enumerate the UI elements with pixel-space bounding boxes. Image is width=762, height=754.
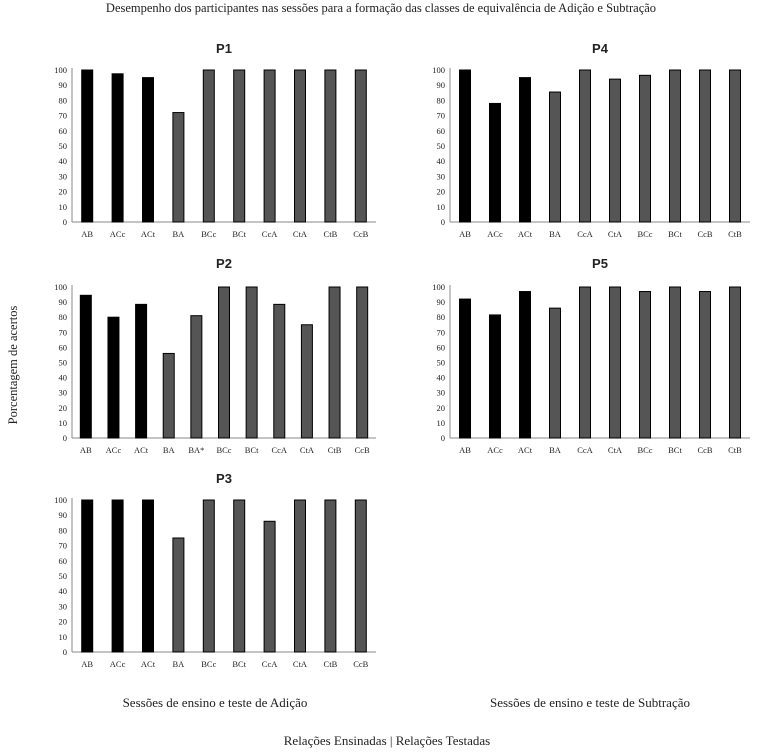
bar-bcc (203, 70, 214, 222)
bar-cca (264, 70, 275, 222)
x-tick-label: AB (79, 445, 92, 455)
bar-act (520, 78, 531, 222)
x-tick-label: AB (81, 229, 94, 239)
bar-acc (112, 500, 123, 652)
x-tick-label: ACc (105, 445, 122, 455)
x-tick-label: BCc (637, 229, 653, 239)
bar-ab (80, 295, 91, 438)
x-tick-label: AB (459, 229, 471, 239)
bar-ctb (730, 70, 741, 222)
y-tick-label: 10 (58, 201, 67, 212)
y-tick-label: 60 (436, 342, 445, 353)
x-tick-label: CtA (607, 445, 623, 455)
x-tick-label: CtB (323, 659, 338, 669)
y-tick-label: 50 (58, 141, 67, 151)
x-tick-label: CtB (728, 445, 742, 455)
bar-acc (112, 74, 123, 222)
x-tick-label: CcA (577, 445, 593, 455)
bar-ctb (329, 287, 340, 438)
panel-p2 (54, 256, 376, 455)
bar-ccb (357, 287, 368, 438)
y-tick-label: 30 (58, 171, 67, 182)
bar-ccb (355, 70, 366, 222)
bar-ba (550, 92, 561, 222)
y-tick-label: 40 (436, 372, 445, 383)
y-tick-label: 80 (58, 95, 67, 106)
bar-cta (610, 287, 621, 438)
bar-cca (274, 304, 285, 438)
bar-act (143, 78, 154, 222)
y-tick-label: 20 (58, 402, 67, 413)
x-tick-label: BA (172, 229, 185, 239)
y-tick-label: 80 (58, 525, 67, 536)
bar-acc (108, 317, 119, 438)
y-tick-label: 40 (58, 156, 67, 167)
bar-ba-star (191, 316, 202, 438)
x-tick-label: CcB (354, 445, 370, 455)
panel-title: P3 (216, 471, 232, 486)
y-tick-label: 40 (436, 156, 445, 167)
y-tick-label: 30 (58, 387, 67, 398)
x-tick-label: CcB (353, 659, 369, 669)
x-tick-label: BCc (637, 445, 653, 455)
x-tick-label: CtA (607, 229, 623, 239)
y-tick-label: 70 (58, 540, 67, 551)
x-tick-label: CcB (697, 445, 713, 455)
bar-cca (580, 287, 591, 438)
y-tick-label: 20 (58, 186, 67, 197)
bar-ccb (355, 500, 366, 652)
y-tick-label: 90 (58, 510, 67, 521)
y-tick-label: 60 (436, 125, 445, 136)
x-tick-label: ACc (487, 445, 503, 455)
bar-ab (82, 500, 93, 652)
y-tick-label: 20 (436, 402, 445, 413)
section-label-addition: Sessões de ensino e teste de Adição (122, 695, 308, 710)
bar-act (143, 500, 154, 652)
bar-bcc (640, 292, 651, 438)
y-tick-label: 10 (58, 631, 67, 642)
x-tick-label: CtA (292, 229, 308, 239)
y-tick-label: 0 (62, 647, 67, 657)
y-tick-label: 30 (58, 601, 67, 612)
y-tick-label: 0 (62, 217, 67, 227)
y-tick-label: 20 (58, 616, 67, 627)
y-tick-label: 30 (436, 171, 445, 182)
y-tick-label: 50 (436, 141, 445, 151)
y-tick-label: 100 (54, 65, 67, 75)
y-tick-label: 40 (58, 586, 67, 597)
bar-acc (490, 315, 501, 438)
y-tick-label: 50 (58, 571, 67, 581)
y-tick-label: 100 (432, 282, 445, 292)
y-tick-label: 100 (54, 495, 67, 505)
y-tick-label: 80 (436, 312, 445, 323)
bar-bct (246, 287, 257, 438)
bar-cca (580, 70, 591, 222)
y-tick-label: 90 (436, 297, 445, 308)
bar-cta (301, 325, 312, 438)
x-tick-label: BA (162, 445, 175, 455)
bar-ba (173, 113, 184, 222)
bar-ctb (325, 500, 336, 652)
bar-ccb (700, 70, 711, 222)
y-tick-label: 100 (54, 282, 67, 292)
x-tick-label: CcB (697, 229, 713, 239)
y-tick-label: 90 (436, 80, 445, 91)
y-axis-label: Porcentagem de acertos (6, 305, 20, 425)
panel-title: P4 (592, 41, 608, 56)
x-tick-label: ACc (109, 659, 126, 669)
x-tick-label: ACc (109, 229, 126, 239)
x-tick-label: CtB (327, 445, 342, 455)
x-tick-label: BCc (201, 659, 217, 669)
x-tick-label: AB (81, 659, 94, 669)
bar-cca (264, 521, 275, 652)
x-axis-label: Relações Ensinadas | Relações Testadas (283, 733, 491, 748)
x-tick-label: BCt (668, 445, 682, 455)
x-tick-label: BCt (244, 445, 259, 455)
y-tick-label: 100 (432, 65, 445, 75)
y-tick-label: 70 (58, 327, 67, 338)
y-tick-label: 50 (436, 357, 445, 368)
x-tick-label: CcA (261, 659, 278, 669)
bar-act (520, 292, 531, 438)
y-tick-label: 60 (58, 125, 67, 136)
x-tick-label: CcA (577, 229, 593, 239)
x-tick-label: CcA (261, 229, 278, 239)
y-tick-label: 80 (58, 312, 67, 323)
panel-title: P2 (216, 256, 232, 271)
y-tick-label: 30 (436, 387, 445, 398)
y-tick-label: 60 (58, 342, 67, 353)
y-tick-label: 50 (58, 357, 67, 368)
bar-bct (234, 70, 245, 222)
bar-ba (163, 353, 174, 438)
x-tick-label: BCt (668, 229, 682, 239)
y-tick-label: 10 (58, 417, 67, 428)
x-tick-label: ACt (517, 445, 533, 455)
x-tick-label: ACc (487, 229, 503, 239)
figure-title: Desempenho dos participantes nas sessões para a formação das classes de equivalência de Adição e Subtração (105, 1, 657, 15)
x-tick-label: CtA (299, 445, 314, 455)
bar-ab (460, 299, 471, 438)
x-tick-label: AB (459, 445, 471, 455)
y-tick-label: 40 (58, 372, 67, 383)
x-tick-label: BA (549, 445, 561, 455)
bar-acc (490, 103, 501, 222)
x-tick-label: BCc (216, 445, 232, 455)
bar-bct (670, 70, 681, 222)
panel-title: P5 (592, 256, 608, 271)
bar-bcc (203, 500, 214, 652)
y-tick-label: 90 (58, 297, 67, 308)
bar-ba (550, 308, 561, 438)
y-tick-label: 70 (58, 110, 67, 121)
bar-ab (82, 70, 93, 222)
panel-title: P1 (216, 41, 232, 56)
bar-cta (610, 79, 621, 222)
bar-bcc (640, 75, 651, 222)
y-tick-label: 10 (436, 201, 445, 212)
y-tick-label: 0 (440, 433, 445, 443)
x-tick-label: BA (172, 659, 185, 669)
y-tick-label: 20 (436, 186, 445, 197)
bar-bct (670, 287, 681, 438)
x-tick-label: ACt (140, 229, 156, 239)
x-tick-label: ACt (517, 229, 533, 239)
y-tick-label: 90 (58, 80, 67, 91)
y-tick-label: 70 (436, 327, 445, 338)
bar-ba (173, 538, 184, 652)
bar-ccb (700, 292, 711, 438)
x-tick-label: CcA (271, 445, 288, 455)
x-tick-label: CtB (728, 229, 742, 239)
y-tick-label: 10 (436, 417, 445, 428)
x-tick-label: BA (549, 229, 561, 239)
y-tick-label: 60 (58, 555, 67, 566)
x-tick-label: CtA (292, 659, 308, 669)
x-tick-label: BCt (232, 659, 247, 669)
panel-p3 (54, 471, 376, 669)
y-tick-label: 70 (436, 110, 445, 121)
bar-cta (295, 70, 306, 222)
y-tick-label: 0 (62, 433, 67, 443)
section-label-subtraction: Sessões de ensino e teste de Subtração (489, 695, 691, 710)
bar-cta (295, 500, 306, 652)
panel-p1 (54, 41, 376, 239)
bar-bct (234, 500, 245, 652)
bar-act (136, 304, 147, 438)
bar-ctb (730, 287, 741, 438)
panel-p5 (432, 256, 750, 455)
y-tick-label: 0 (440, 217, 445, 227)
y-tick-label: 80 (436, 95, 445, 106)
x-tick-label: BCc (201, 229, 217, 239)
x-tick-label: ACt (134, 445, 149, 455)
bar-bcc (219, 287, 230, 438)
x-tick-label: ACt (140, 659, 156, 669)
bar-ab (460, 70, 471, 222)
panel-p4 (432, 41, 750, 239)
x-tick-label: BA* (188, 445, 205, 455)
bar-ctb (325, 70, 336, 222)
x-tick-label: CcB (353, 229, 369, 239)
x-tick-label: BCt (232, 229, 247, 239)
x-tick-label: CtB (323, 229, 338, 239)
